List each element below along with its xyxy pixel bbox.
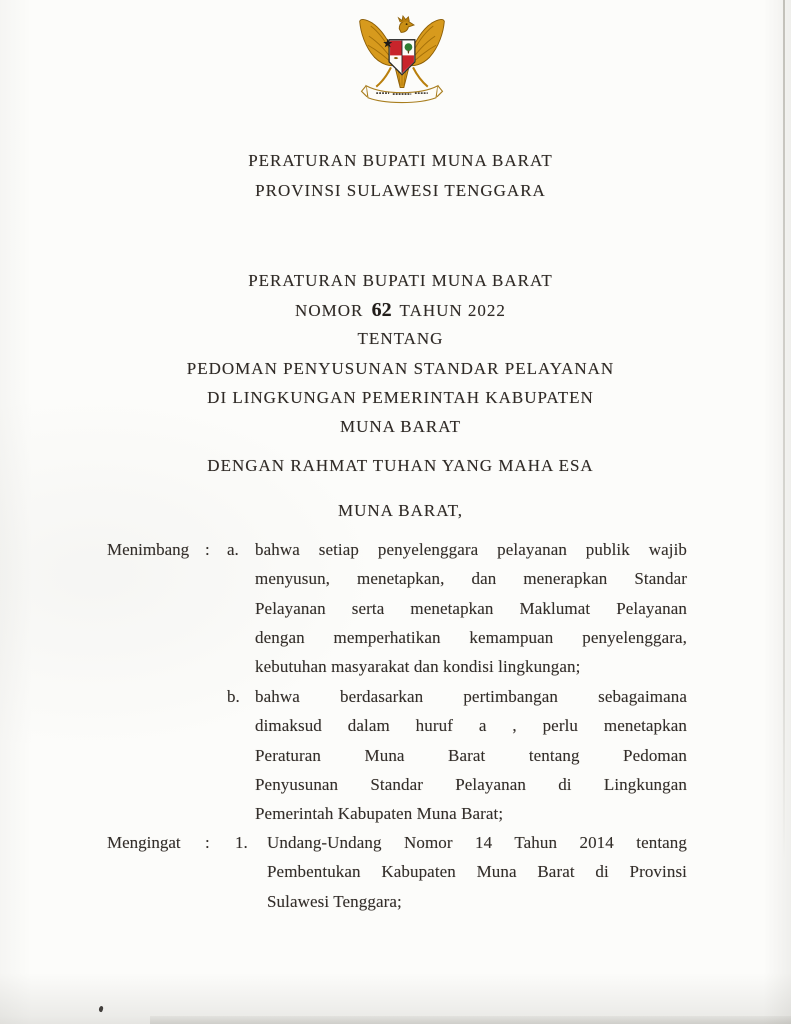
nomor-value: 62 <box>371 299 392 321</box>
menimbang-colon: : <box>205 540 210 559</box>
clause-line: Pembentukan Kabupaten Muna Barat di Provinsi <box>267 862 687 881</box>
bhinneka-ribbon <box>362 86 443 103</box>
clause-line: Pelayanan serta menetapkan Maklumat Pelayanan <box>255 599 687 618</box>
nomor-prefix: NOMOR <box>295 301 364 320</box>
clause-line: Sulawesi Tenggara; <box>267 892 402 911</box>
garuda-pancasila-emblem-icon <box>356 13 448 107</box>
subject-line1: PEDOMAN PENYUSUNAN STANDAR PELAYANAN <box>186 359 615 378</box>
regulation-title: PERATURAN BUPATI MUNA BARAT <box>248 271 553 290</box>
regulation-number-line <box>5 299 791 322</box>
item-marker-1: 1. <box>235 833 248 852</box>
grace-formula: DENGAN RAHMAT TUHAN YANG MAHA ESA <box>207 456 594 475</box>
clause-line: kebutuhan masyarakat dan kondisi lingkungan; <box>255 657 581 676</box>
mengingat-label: Mengingat <box>107 833 181 852</box>
letterhead-line1: PERATURAN BUPATI MUNA BARAT <box>248 151 553 170</box>
clause-line: bahwa setiap penyelenggara pelayanan publik wajib <box>255 540 687 559</box>
item-marker-b: b. <box>227 687 240 706</box>
scan-edge-seam <box>783 0 785 862</box>
clause-line: Pemerintah Kabupaten Muna Barat; <box>255 804 504 823</box>
clause-line: bahwa berdasarkan pertimbangan sebagaimana <box>255 687 687 706</box>
clause-line: dimaksud dalam huruf a , perlu menetapkan <box>255 716 687 735</box>
scan-bottom-shadow <box>150 1016 791 1024</box>
clause-line: menyusun, menetapkan, dan menerapkan Standar <box>255 569 687 588</box>
tentang-label: TENTANG <box>357 329 444 348</box>
clause-line: dengan memperhatikan kemampuan penyelenggara, <box>255 628 687 647</box>
issuing-authority: MUNA BARAT, <box>338 501 463 520</box>
clause-line: Penyusunan Standar Pelayanan di Lingkungan <box>255 775 687 794</box>
item-marker-a: a. <box>227 540 239 559</box>
mengingat-colon: : <box>205 833 210 852</box>
clause-line: Peraturan Muna Barat tentang Pedoman <box>255 746 687 765</box>
letterhead-line2: PROVINSI SULAWESI TENGGARA <box>255 181 546 200</box>
ink-speck <box>98 1006 104 1013</box>
clause-line: Undang-Undang Nomor 14 Tahun 2014 tentang <box>267 833 687 852</box>
nomor-suffix: TAHUN 2022 <box>399 301 506 320</box>
menimbang-label: Menimbang <box>107 540 190 559</box>
subject-line3: MUNA BARAT <box>340 417 461 436</box>
subject-line2: DI LINGKUNGAN PEMERINTAH KABUPATEN <box>207 388 594 407</box>
